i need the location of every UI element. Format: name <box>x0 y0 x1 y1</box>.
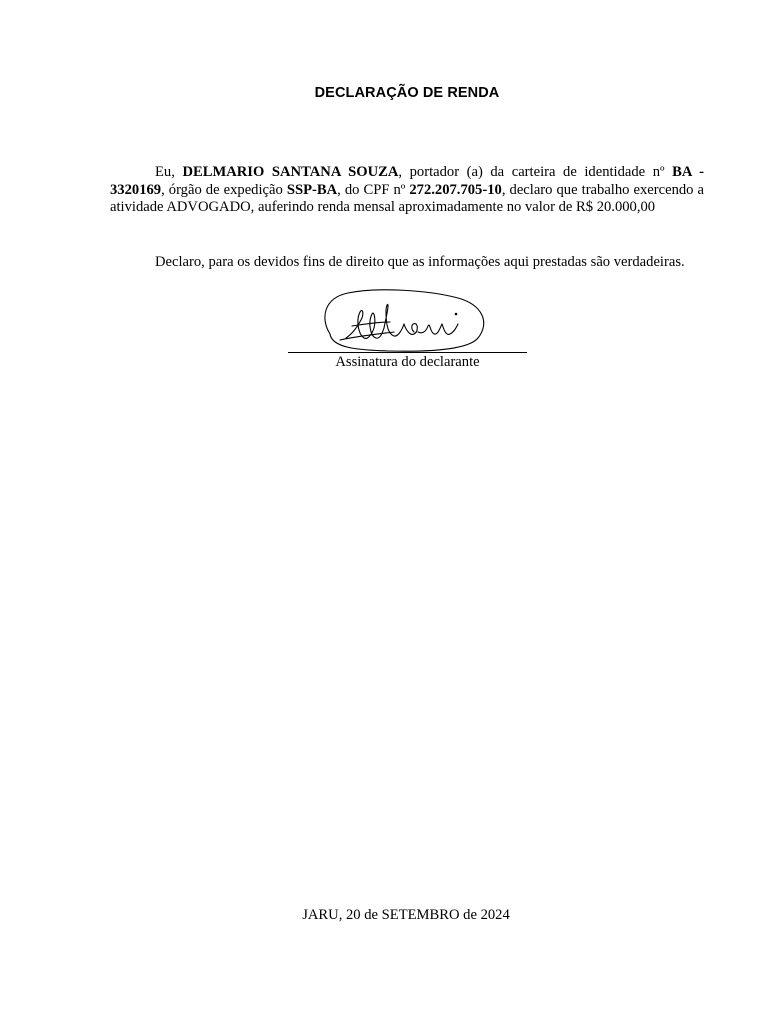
issuing-authority: SSP-BA <box>286 181 338 198</box>
truthfulness-paragraph: Declaro, para os devidos fins de direito que as informações aqui prestadas são verdadeiras. <box>155 254 685 270</box>
signature-line <box>288 352 527 353</box>
identity-text: , portador (a) da carteira de identidade nº <box>398 164 673 180</box>
cpf-text: , do CPF nº <box>337 181 410 198</box>
declaration-paragraph <box>110 164 704 217</box>
signature-label: Assinatura do declarante <box>335 354 480 370</box>
identity-number: BA - 3320169 <box>110 164 705 198</box>
place-and-date: JARU, 20 de SETEMBRO de 2024 <box>302 907 510 923</box>
intro-text: Eu, <box>155 164 183 180</box>
signature-drawing <box>318 288 498 356</box>
cpf-number: 272.207.705-10 <box>409 181 502 198</box>
issuer-text: , órgão de expedição <box>161 181 287 198</box>
document-title: DECLARAÇÃO DE RENDA <box>314 85 500 101</box>
handwritten-signature <box>288 288 528 358</box>
income-text: , declaro que trabalho exercendo a atividade ADVOGADO, auferindo renda mensal aproximadamente no valor de R$ 20.000,00 <box>110 181 704 215</box>
declarant-name: DELMARIO SANTANA SOUZA <box>182 164 399 180</box>
